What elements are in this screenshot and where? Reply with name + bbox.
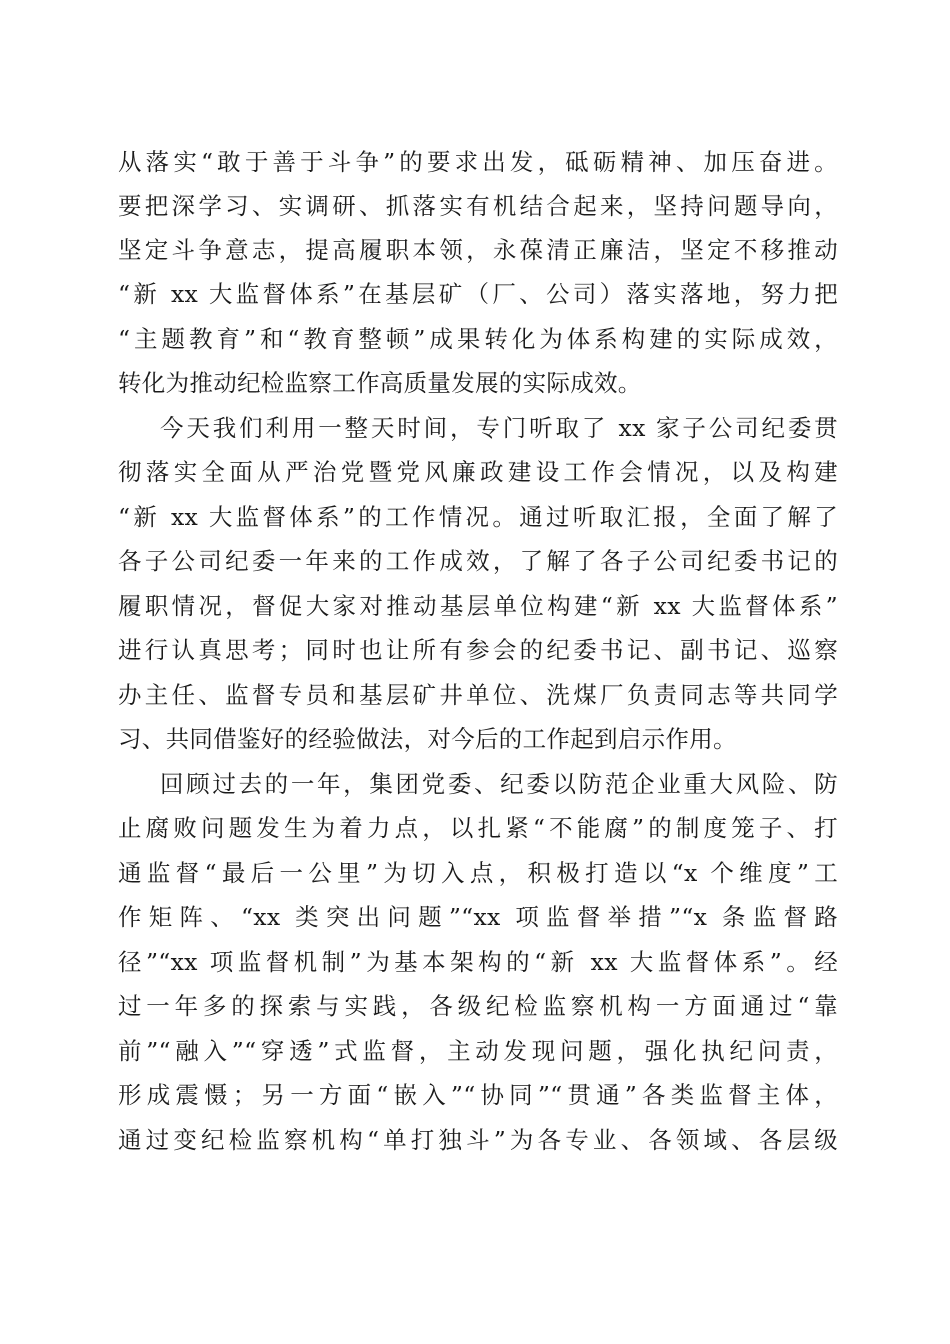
text-line: 履职情况，督促大家对推动基层单位构建“新 xx 大监督体系” — [118, 592, 838, 620]
text-line: 转化为推动纪检监察工作高质量发展的实际成效。 — [118, 369, 642, 397]
paragraph-first-line: 回顾过去的一年，集团党委、纪委以防范企业重大风险、防 — [160, 770, 838, 798]
text-line: 各子公司纪委一年来的工作成效，了解了各子公司纪委书记的 — [118, 547, 838, 575]
text-line: “新 xx 大监督体系”在基层矿（厂、公司）落实落地，努力把 — [118, 280, 838, 308]
text-line: 从落实“敢于善于斗争”的要求出发，砥砺精神、加压奋进。 — [118, 148, 838, 176]
text-line: 习、共同借鉴好的经验做法，对今后的工作起到启示作用。 — [118, 725, 737, 753]
text-line: 进行认真思考；同时也让所有参会的纪委书记、副书记、巡察 — [118, 636, 838, 664]
text-line: 办主任、监督专员和基层矿井单位、洗煤厂负责同志等共同学 — [118, 681, 838, 709]
text-line: 形成震慑；另一方面“嵌入”“协同”“贯通”各类监督主体， — [118, 1081, 838, 1109]
text-line: “新 xx 大监督体系”的工作情况。通过听取汇报，全面了解了 — [118, 503, 838, 531]
text-line: 通监督“最后一公里”为切入点，积极打造以“x 个维度”工 — [118, 859, 838, 887]
text-line: 止腐败问题发生为着力点，以扎紧“不能腐”的制度笼子、打 — [118, 814, 838, 842]
text-line: “主题教育”和“教育整顿”成果转化为体系构建的实际成效， — [118, 325, 838, 353]
text-line: 前”“融入”“穿透”式监督，主动发现问题，强化执纪问责， — [118, 1037, 838, 1065]
text-line: 过一年多的探索与实践，各级纪检监察机构一方面通过“靠 — [118, 992, 838, 1020]
paragraph-first-line: 今天我们利用一整天时间，专门听取了 xx 家子公司纪委贯 — [160, 414, 838, 442]
text-line: 彻落实全面从严治党暨党风廉政建设工作会情况，以及构建 — [118, 458, 838, 486]
text-line: 作矩阵、“xx 类突出问题”“xx 项监督举措”“x 条监督路 — [118, 903, 838, 931]
text-line: 径”“xx 项监督机制”为基本架构的“新 xx 大监督体系”。经 — [118, 948, 838, 976]
text-line: 通过变纪检监察机构“单打独斗”为各专业、各领域、各层级 — [118, 1126, 838, 1154]
text-line: 要把深学习、实调研、抓落实有机结合起来，坚持问题导向， — [118, 192, 838, 220]
text-line: 坚定斗争意志，提高履职本领，永葆清正廉洁，坚定不移推动 — [118, 236, 838, 264]
